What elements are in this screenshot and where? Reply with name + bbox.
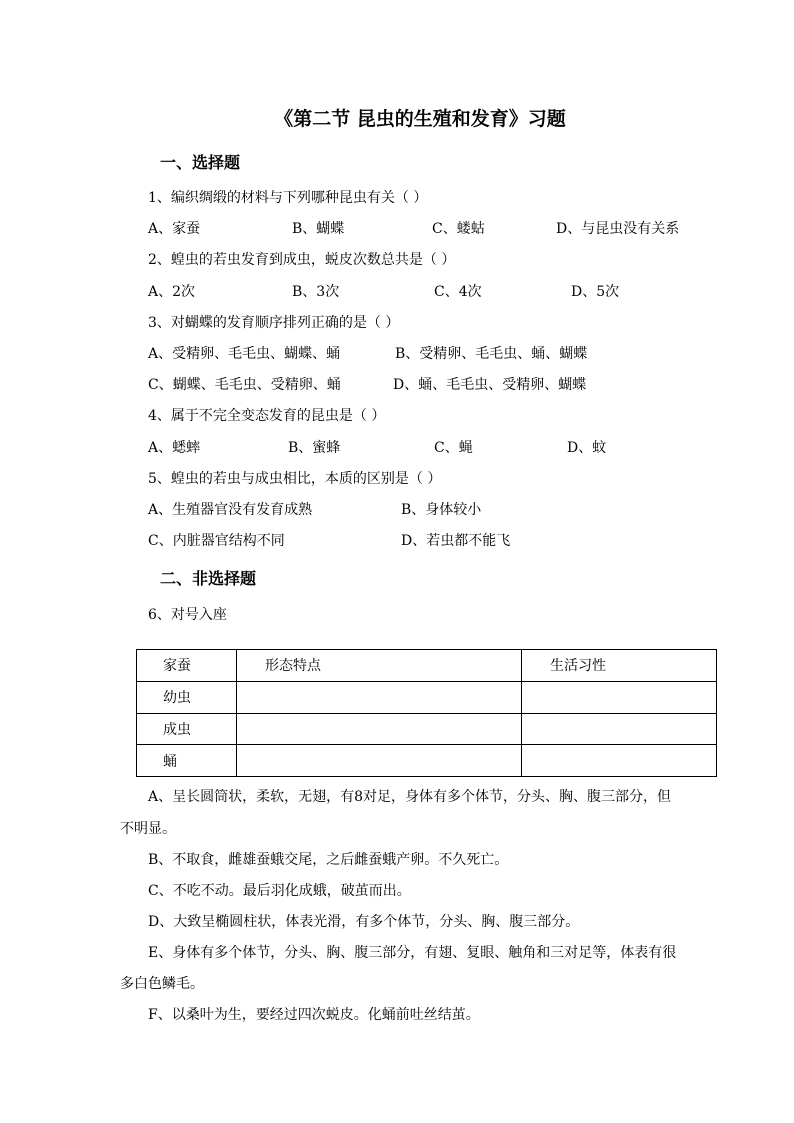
description-b: B、不取食，雌雄蚕蛾交尾，之后雌蚕蛾产卵。不久死亡。	[148, 852, 509, 868]
question-2-option-b: B、3次	[292, 284, 340, 300]
question-3-option-d: D、蛹、毛毛虫、受精卵、蝴蝶	[393, 377, 587, 393]
question-5-option-d: D、若虫都不能飞	[401, 533, 511, 549]
description-e-line1: E、身体有多个体节，分头、胸、腹三部分，有翅、复眼、触角和三对足等，体表有很	[148, 945, 677, 961]
question-5-option-b: B、身体较小	[401, 502, 482, 518]
question-1-stem: 1、编织绸缎的材料与下列哪种昆虫有关（ ）	[148, 190, 428, 206]
section-heading-choice: 一、选择题	[160, 153, 241, 172]
question-6-stem: 6、对号入座	[148, 607, 227, 623]
question-4-option-d: D、蚊	[567, 440, 607, 456]
description-e-line2: 多白色鳞毛。	[120, 976, 204, 992]
table-header-cell: 生活习性	[522, 650, 717, 682]
table-cell-blank[interactable]	[237, 681, 522, 713]
question-5-option-c: C、内脏器官结构不同	[148, 533, 285, 549]
question-3-option-c: C、蝴蝶、毛毛虫、受精卵、蛹	[148, 377, 341, 393]
question-3-option-a: A、受精卵、毛毛虫、蝴蝶、蛹	[148, 346, 341, 362]
table-cell-blank[interactable]	[522, 745, 717, 777]
table-row	[137, 713, 717, 745]
table-row	[137, 681, 717, 713]
description-c: C、不吃不动。最后羽化成蛾，破茧而出。	[148, 883, 411, 899]
section-heading-nonchoice: 二、非选择题	[160, 569, 257, 588]
question-1-option-c: C、蝼蛄	[432, 221, 485, 237]
question-3-stem: 3、对蝴蝶的发育顺序排列正确的是（ ）	[148, 315, 400, 331]
question-2-option-d: D、5次	[571, 284, 620, 300]
question-2-option-c: C、4次	[434, 284, 482, 300]
question-4-option-a: A、蟋蟀	[148, 440, 201, 456]
question-4-stem: 4、属于不完全变态发育的昆虫是（ ）	[148, 408, 386, 424]
description-f: F、以桑叶为生，要经过四次蜕皮。化蛹前吐丝结茧。	[148, 1007, 480, 1023]
table-header-cell: 家蚕	[137, 650, 237, 682]
description-d: D、大致呈椭圆柱状，体表光滑，有多个体节，分头、胸、腹三部分。	[148, 914, 580, 930]
description-a-line2: 不明显。	[120, 821, 176, 837]
question-2-option-a: A、2次	[148, 284, 196, 300]
question-5-option-a: A、生殖器官没有发育成熟	[148, 502, 313, 518]
question-3-option-b: B、受精卵、毛毛虫、蛹、蝴蝶	[395, 346, 588, 362]
table-row	[137, 745, 717, 777]
matching-table	[136, 649, 717, 777]
question-1-option-b: B、蝴蝶	[292, 221, 345, 237]
page-title: 《第二节 昆虫的生殖和发育》习题	[274, 108, 566, 130]
question-1-option-d: D、与昆虫没有关系	[556, 221, 680, 237]
table-row-label: 成虫	[137, 713, 237, 745]
description-a-line1: A、呈长圆筒状，柔软，无翅，有8对足，身体有多个体节，分头、胸、腹三部分，但	[148, 789, 672, 805]
table-cell-blank[interactable]	[237, 745, 522, 777]
question-1-option-a: A、家蚕	[148, 221, 201, 237]
table-cell-blank[interactable]	[237, 713, 522, 745]
question-4-option-b: B、蜜蜂	[288, 440, 341, 456]
table-cell-blank[interactable]	[522, 681, 717, 713]
question-5-stem: 5、蝗虫的若虫与成虫相比，本质的区别是（ ）	[148, 471, 442, 487]
table-header-cell: 形态特点	[237, 650, 522, 682]
table-cell-blank[interactable]	[522, 713, 717, 745]
table-header-row	[137, 650, 717, 682]
question-2-stem: 2、蝗虫的若虫发育到成虫，蜕皮次数总共是（ ）	[148, 252, 456, 268]
table-row-label: 蛹	[137, 745, 237, 777]
question-4-option-c: C、蝇	[434, 440, 473, 456]
table-row-label: 幼虫	[137, 681, 237, 713]
